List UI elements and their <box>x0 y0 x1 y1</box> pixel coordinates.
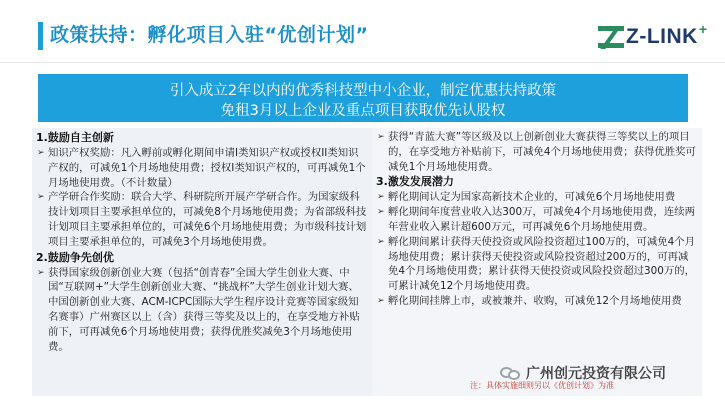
section-title-potential: 3.激发发展潜力 <box>376 175 454 189</box>
list-item <box>376 235 696 294</box>
wechat-icon <box>500 365 522 381</box>
arrow-bullet-icon: ➢ <box>37 192 45 203</box>
z-link-logo-icon <box>598 26 624 48</box>
arrow-bullet-icon: ➢ <box>377 192 385 203</box>
list-item <box>376 130 696 174</box>
watermark-text: 广州创元投资有限公司 <box>526 366 666 382</box>
arrow-bullet-icon: ➢ <box>377 132 385 142</box>
right-policy-panel <box>372 128 702 396</box>
list-item <box>376 294 696 309</box>
item-text: 获得国家级创新创业大赛（包括“创青春”全国大学生创业大赛、中国“互联网+”大学生创新创业大赛、“挑战杯”大学生创业计划大赛、中国创新创业大赛、ACM-ICPC国际大学生程序设计竞赛等国家级知名赛事）广州赛区以上（含）获得三等奖及以上的，在享受地方补贴前下，可再减免6个月场地使用费；获得优胜奖减免3个月场地使用费。 <box>48 266 360 353</box>
logo-text: Z-LINK <box>626 25 698 48</box>
banner-line-2: 免租3月以上企业及重点项目获取优先认股权 <box>220 103 506 119</box>
banner-line-1: 引入成立2年以内的优秀科技型中小企业，制定优惠扶持政策 <box>169 83 557 99</box>
arrow-bullet-icon: ➢ <box>377 295 385 306</box>
item-text: 获得“青蓝大赛”等区级及以上创新创业大赛获得三等奖以上的项目的，在享受地方补贴前下，可减免4个月场地使用费；获得优胜奖可减免1个月场地使用费。 <box>388 131 696 173</box>
item-text: 孵化期间累计获得天使投资或风险投资超过100万的，可减免4个月场地使用费；累计获得天使投资或风险投资超过200万的，可再减免4个月场地使用费；累计获得天使投资或风险投资超过300万的，可累计减免12个月场地使用费。 <box>388 235 695 293</box>
arrow-bullet-icon: ➢ <box>377 207 385 218</box>
item-text: 产学研合作奖励：联合大学、科研院所开展产学研合作。为国家级科技计划项目主要承担单位的，可减免8个月场地使用费；为省部级科技计划项目主要承担单位的，可减免6个月场地使用费；为市级科技计划项目主要承担单位的，可减免3个月场地使用费。 <box>48 191 367 248</box>
left-policy-panel <box>32 128 372 396</box>
arrow-bullet-icon: ➢ <box>37 267 45 278</box>
item-text: 孵化期间挂牌上市，或被兼并、收购，可减免12个月场地使用费 <box>388 294 682 307</box>
arrow-bullet-icon: ➢ <box>37 148 45 158</box>
arrow-bullet-icon: ➢ <box>377 236 385 247</box>
policy-banner <box>38 74 688 122</box>
footnote: 注：具体实施细则另以《优创计划》为准 <box>470 381 614 390</box>
header <box>0 8 725 58</box>
section-title-excellence: 2.鼓励争先创优 <box>36 250 114 264</box>
item-text: 孵化期间认定为国家高新技术企业的，可减免6个月场地使用费 <box>388 191 676 204</box>
list-item <box>376 205 696 235</box>
list-item <box>36 146 368 190</box>
item-text: 知识产权奖励：凡入孵前或孵化期间申请I类知识产权或授权II类知识产权的，可减免1个月场地使用费；授权I类知识产权的，可再减免1个月场地使用费。（不计数量） <box>48 147 366 189</box>
title-accent-bar <box>38 22 43 50</box>
item-text: 孵化期间年度营业收入达300万，可减免4个月场地使用费，连续两年营业收入累计超600万元，可再减免6个月场地使用费。 <box>388 206 695 233</box>
logo-plus: + <box>698 21 708 37</box>
list-item <box>36 266 368 355</box>
page-title: 政策扶持：孵化项目入驻“优创计划” <box>50 24 369 46</box>
header-divider <box>0 62 725 63</box>
section-title-innovation: 1.鼓励自主创新 <box>36 131 114 144</box>
list-item <box>36 190 368 249</box>
list-item <box>376 190 696 205</box>
brand-logo <box>598 22 707 52</box>
